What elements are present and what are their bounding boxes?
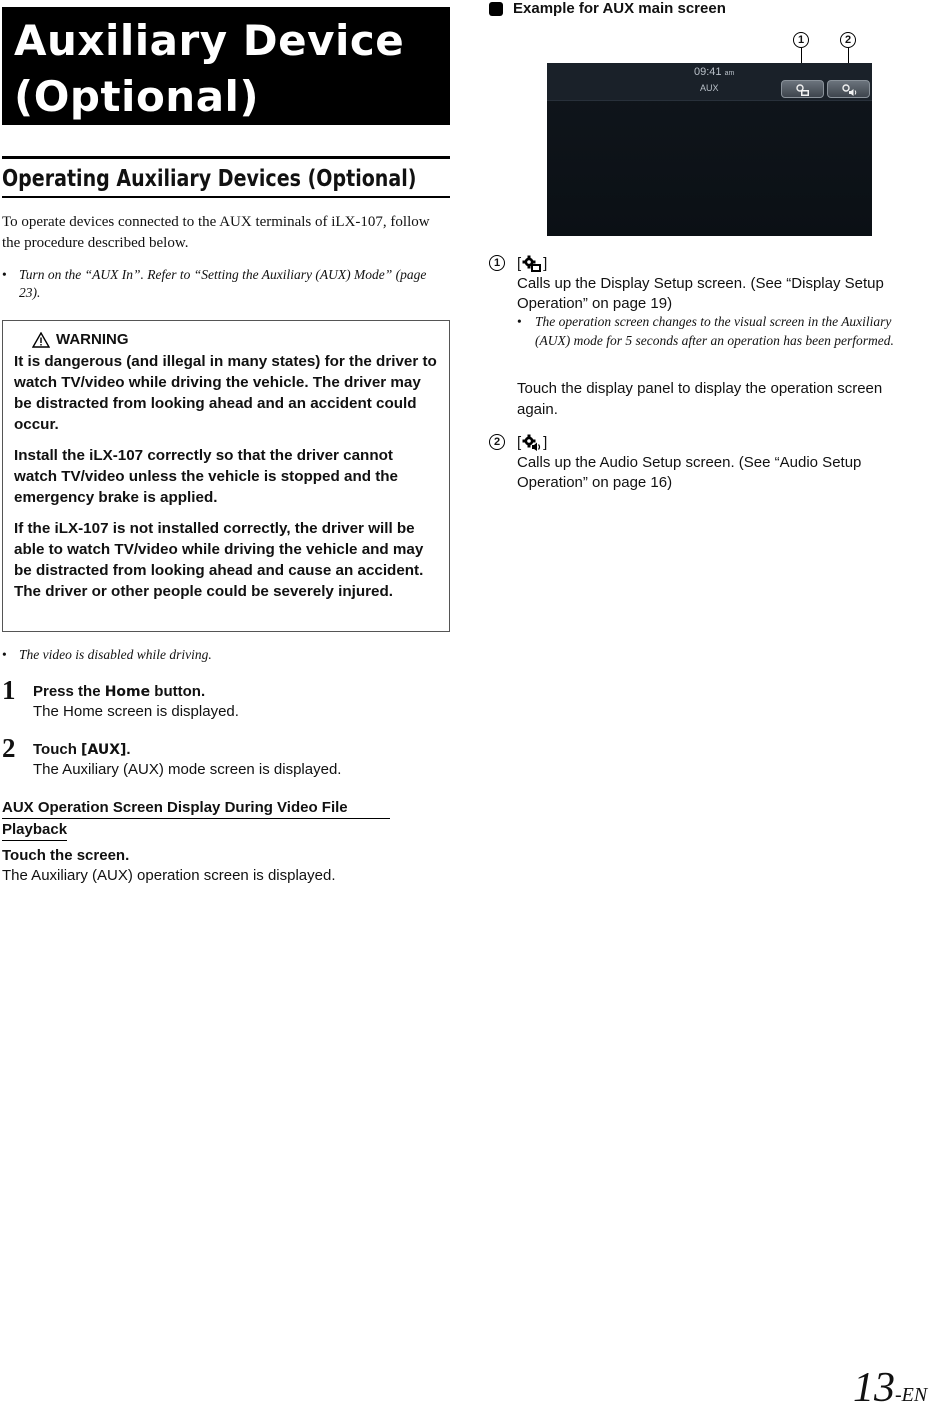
item-number: 1 (489, 255, 505, 271)
page-number (853, 1365, 928, 1405)
audio-setup-icon (841, 83, 857, 97)
screen-time: 09:41 (694, 66, 722, 78)
audio-setup-button[interactable] (827, 80, 870, 98)
warning-box (2, 320, 450, 632)
note-operation-screen (517, 313, 909, 350)
display-setup-icon (522, 255, 542, 273)
step-title (33, 682, 433, 702)
step-number: 1 (2, 675, 16, 705)
note-video-disabled (2, 646, 450, 664)
subsection-heading-line1: AUX Operation Screen Display During Video File (2, 797, 390, 819)
step-title-pre: Press the (33, 683, 105, 700)
section-heading-text: Operating Auxiliary Devices (Optional) (2, 166, 417, 192)
warning-paragraph-2: Install the iLX-107 correctly so that the driver cannot watch TV/video unless the vehicle is stopped and the emergency brake is applied. (14, 447, 398, 506)
step-description: The Home screen is displayed. (33, 703, 239, 720)
warning-paragraph-3: If the iLX-107 is not installed correctly, the driver will be able to watch TV/video while driving the vehicle and may be distracted from looking ahead and cause an accident. The driver or other people could be severely injured. (14, 520, 424, 600)
step-title (33, 740, 433, 760)
audio-setup-icon (522, 434, 542, 452)
subsection-heading-line2: Playback (2, 819, 67, 841)
warning-label: WARNING (56, 331, 129, 348)
aux-button-label: [AUX] (81, 742, 127, 758)
bracket-close: ] (543, 255, 548, 272)
step-title-post: button. (150, 683, 206, 700)
bullet: • (517, 314, 522, 329)
callout-1: 1 (793, 32, 809, 48)
screen-source-label: AUX (700, 83, 719, 93)
note-text: The operation screen changes to the visual screen in the Auxiliary (AUX) mode for 5 seconds after an operation has been performed. (535, 314, 894, 348)
step-title-pre: Touch (33, 741, 82, 758)
touch-panel-text: Touch the display panel to display the operation screen again. (517, 380, 883, 418)
example-heading (489, 0, 726, 17)
display-setup-button[interactable] (781, 80, 824, 98)
square-bullet-icon (489, 2, 503, 16)
warning-triangle-icon (32, 332, 50, 348)
step-description: The Auxiliary (AUX) mode screen is displayed. (33, 761, 342, 778)
warning-paragraph-1: It is dangerous (and illegal in many states) for the driver to watch TV/video while driving the vehicle. The driver may be distracted from looking ahead and an accident could occur. (14, 353, 437, 433)
bracket-close: ] (543, 434, 548, 451)
step-title-post: . (126, 741, 131, 758)
bullet: • (2, 267, 7, 282)
item-number: 2 (489, 434, 505, 450)
touch-instruction-title: Touch the screen. (2, 847, 130, 864)
section-heading (2, 156, 450, 198)
note-text: Turn on the “AUX In”. Refer to “Setting the Auxiliary (AUX) Mode” (page 23). (19, 267, 427, 300)
chapter-title-line1: Auxiliary Device (14, 16, 405, 65)
item-icon-bracket (517, 254, 547, 274)
page-number-value: 13 (853, 1365, 895, 1405)
note-text: The video is disabled while driving. (19, 647, 212, 662)
note-turn-on-aux (2, 266, 450, 302)
bullet: • (2, 647, 7, 662)
item-icon-bracket (517, 433, 547, 453)
screen-ampm: am (724, 70, 735, 77)
home-button-label: Home (104, 684, 151, 700)
item-description: Calls up the Audio Setup screen. (See “Audio Setup Operation” on page 16) (517, 454, 862, 491)
example-heading-text: Example for AUX main screen (513, 0, 726, 17)
bracket-open: [ (517, 434, 522, 451)
callout-2: 2 (840, 32, 856, 48)
aux-main-screen-illustration (547, 63, 872, 236)
subsection-heading (2, 797, 390, 841)
chapter-title-block (2, 7, 450, 125)
chapter-title-line2: (Optional) (14, 72, 260, 121)
screen-clock (694, 66, 734, 80)
warning-title (32, 331, 438, 349)
item-description: Calls up the Display Setup screen. (See “Display Setup Operation” on page 19) (517, 275, 884, 312)
step-number: 2 (2, 733, 16, 763)
bracket-open: [ (517, 255, 522, 272)
page-number-suffix: -EN (895, 1384, 928, 1405)
display-setup-icon (795, 83, 811, 97)
touch-instruction-description: The Auxiliary (AUX) operation screen is displayed. (2, 867, 336, 884)
intro-paragraph: To operate devices connected to the AUX terminals of iLX-107, follow the procedure described below. (2, 214, 430, 251)
